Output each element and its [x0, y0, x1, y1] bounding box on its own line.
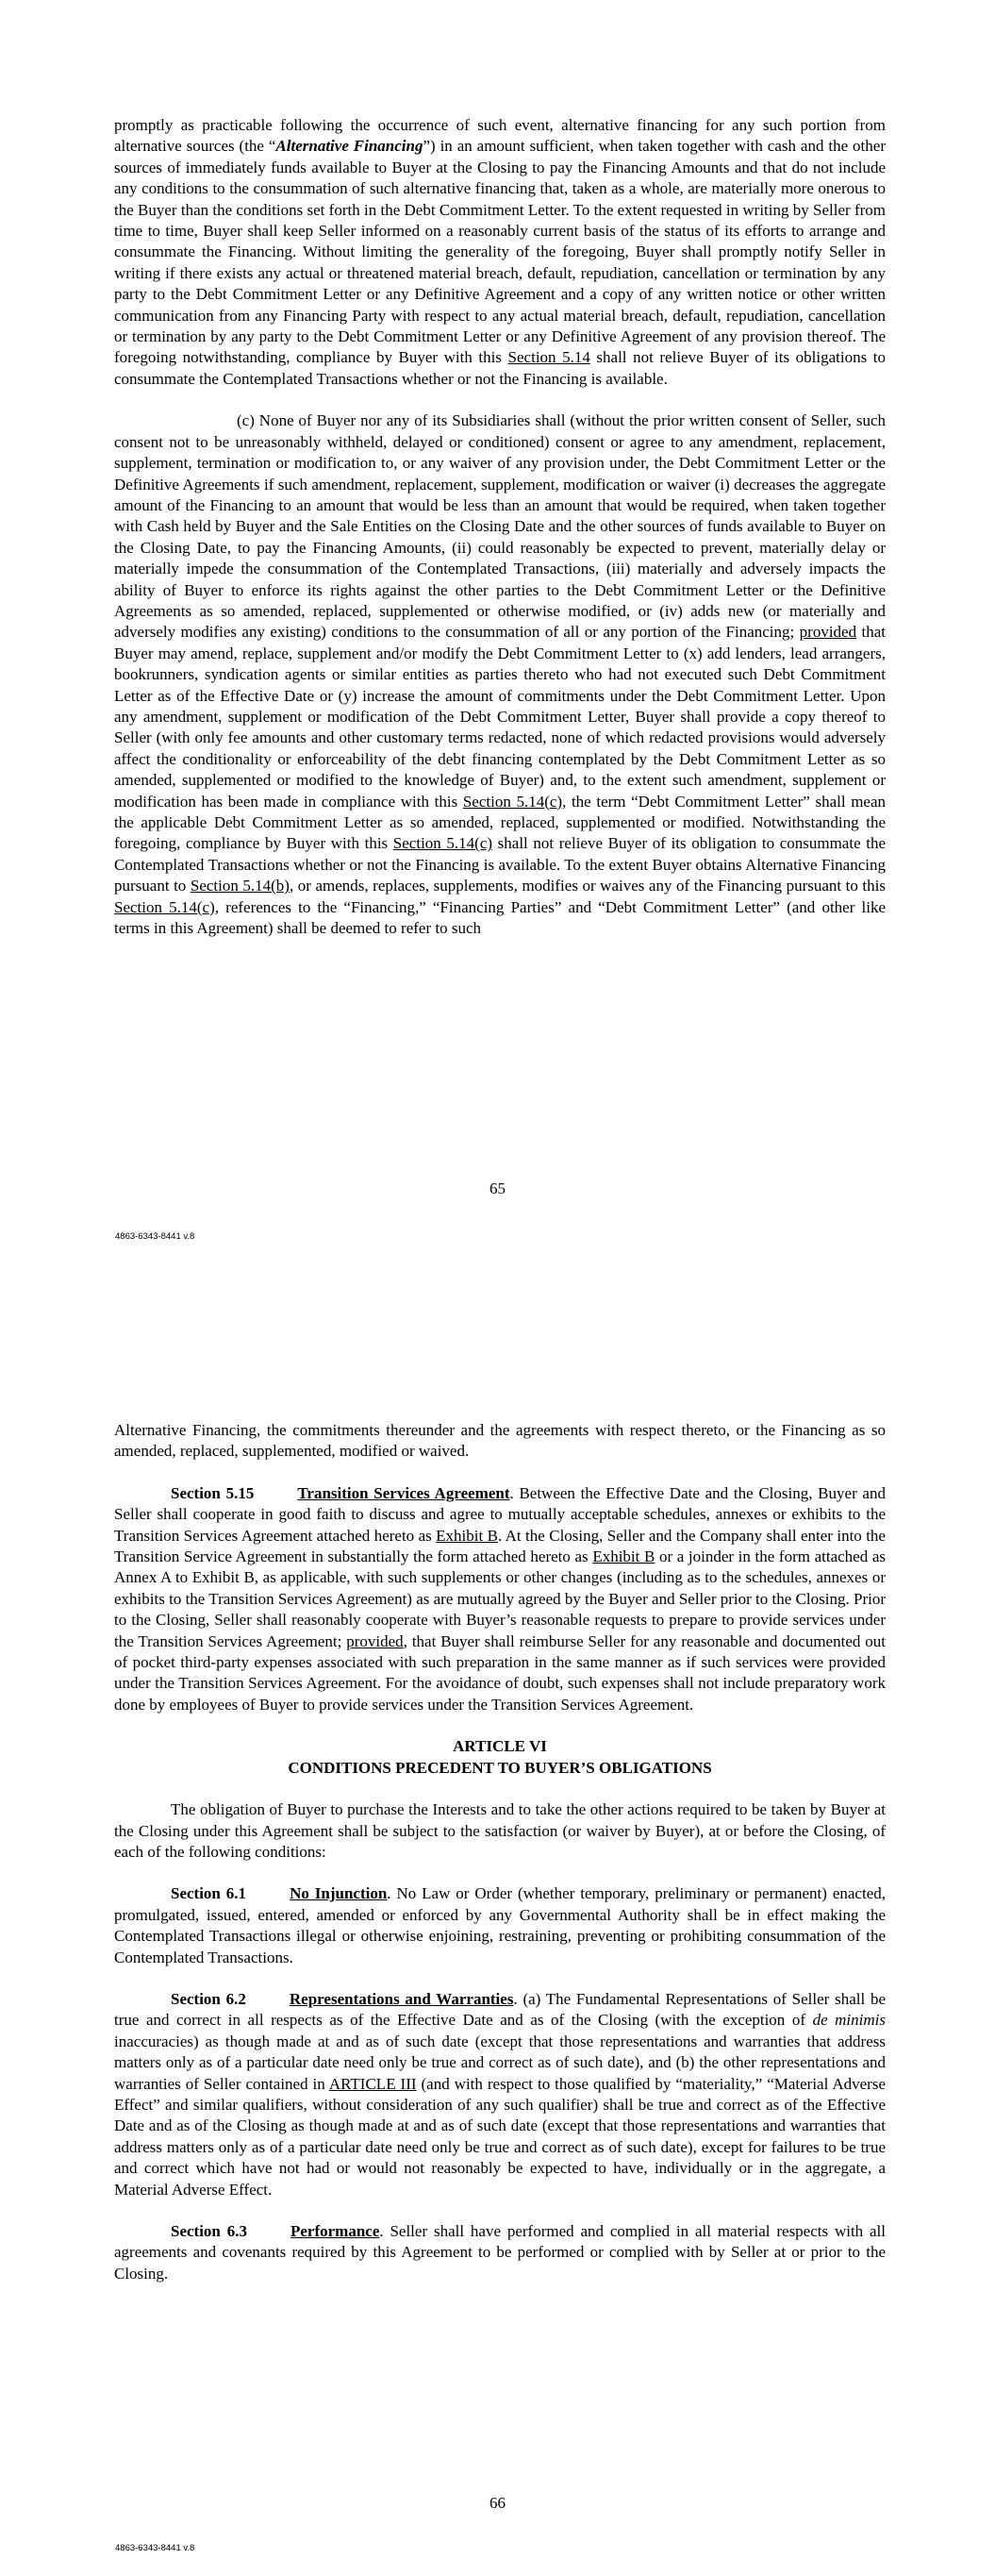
page-number: 65	[489, 1179, 506, 1197]
section-reference: Section 5.14(c)	[392, 834, 493, 853]
page-65-body	[114, 115, 886, 939]
section-number: Section 5.15	[171, 1483, 255, 1502]
article-intro: The obligation of Buyer to purchase the Interests and to take the other actions required to be taken by Buyer at the Closing under this Agreement shall be subject to the satisfaction (or waiver by Buyer), at or before the Closing, of each of the following conditions:	[114, 1800, 886, 1861]
section-6-2: Section 6.2 Representations and Warranties. (a) The Fundamental Representations of Seller shall be true and correct in all respects as of the Effective Date and as of the Closing (with the exception of de minimis inaccuracies) as though made at and as of such date (except that those representations and warranties that address matters only as of a particular date need only be true and correct as of such date), and (b) the other representations and warranties of Seller contained in ARTICLE III (and with respect to those qualified by “materiality,” “Material Adverse Effect” and similar qualifiers, without consideration of any such qualifier) shall be true and correct as of the Effective Date and as of the Closing as though made at and as of such date (except that those representations and warranties that address matters only as of a particular date need only be true and correct as of such date), except for failures to be true and correct which have not had or would not reasonably be expected to have, individually or in the aggregate, a Material Adverse Effect.	[114, 1989, 887, 2199]
section-number: Section 6.2	[171, 1989, 246, 2008]
section-5-15: Section 5.15 Transition Services Agreement. Between the Effective Date and the Closing, Buyer and Seller shall cooperate in good faith to discuss and agree to mutually acceptable schedules, annexes or exhibits to the Transition Services Agreement attached hereto as Exhibit B. At the Closing, Seller and the Company shall enter into the Transition Service Agreement in substantially the form attached hereto as Exhibit B or a joinder in the form attached as Annex A to Exhibit B, as applicable, with such supplements or other changes (including as to the schedules, annexes or exhibits to the Transition Services Agreement) as are mutually agreed by the Buyer and Seller prior to the Closing. Prior to the Closing, Seller shall reasonably cooperate with Buyer’s reasonable requests to prepare to provide services under the Transition Services Agreement; provided, that Buyer shall reimburse Seller for any reasonable and documented out of pocket third-party expenses associated with such preparation in the same manner as if such services were provided under the Transition Services Agreement. For the avoidance of doubt, such expenses shall not include preparatory work done by employees of Buyer to provide services under the Transition Services Agreement.	[114, 1483, 886, 1714]
page-number: 66	[489, 2494, 506, 2512]
provided-term: provided	[799, 623, 857, 642]
section-number: Section 6.1	[171, 1884, 247, 1903]
exhibit-reference: Exhibit B	[592, 1547, 655, 1566]
section-reference: Section 5.14(c)	[462, 792, 563, 811]
section-reference: Section 5.14	[507, 348, 590, 367]
section-number: Section 6.3	[171, 2222, 247, 2240]
section-title: No Injunction	[290, 1884, 388, 1903]
section-title: Performance	[290, 2222, 380, 2240]
provided-term: provided	[346, 1631, 404, 1650]
paragraph-continuation: Alternative Financing, the commitments thereunder and the agreements with respect thereto, or the Financing as so amended, replaced, supplemented, modified or waived.	[114, 1421, 886, 1461]
section-reference: Section 5.14(b)	[190, 877, 290, 895]
defined-term: Alternative Financing	[275, 137, 423, 156]
document-id: 4863-6343-8441 v.8	[115, 2543, 195, 2553]
section-title: Representations and Warranties	[289, 1989, 514, 2008]
article-title: CONDITIONS PRECEDENT TO BUYER’S OBLIGATIONS	[288, 1758, 712, 1777]
page-66-body	[114, 1420, 886, 2284]
paragraph-alternative-financing: promptly as practicable following the occurrence of such event, alternative financing for any such portion from alternative sources (the “Alternative Financing”) in an amount sufficient, when taken together with cash and the other sources of immediately funds available to Buyer at the Closing to pay the Financing Amounts and that do not include any conditions to the consummation of such alternative financing that, taken as a whole, are materially more onerous to the Buyer than the conditions set forth in the Debt Commitment Letter. To the extent requested in writing by Seller from time to time, Buyer shall keep Seller informed on a reasonably current basis of the status of its efforts to arrange and consummate the Financing. Without limiting the generality of the foregoing, Buyer shall promptly notify Seller in writing if there exists any actual or threatened material breach, default, repudiation, cancellation or termination by any party to the Debt Commitment Letter or any Definitive Agreement and a copy of any written notice or other written communication from any Financing Party with respect to any actual material breach, default, repudiation, cancellation or termination by any party to the Debt Commitment Letter or any Definitive Agreement of any provision thereof. The foregoing notwithstanding, compliance by Buyer with this Section 5.14 shall not relieve Buyer of its obligations to consummate the Contemplated Transactions whether or not the Financing is available.	[114, 116, 887, 388]
article-reference: ARTICLE III	[328, 2074, 417, 2093]
section-6-3: Section 6.3 Performance. Seller shall have performed and complied in all material respects with all agreements and covenants required by this Agreement to be performed or complied with by Seller at or prior to the Closing.	[114, 2222, 887, 2283]
section-title: Transition Services Agreement	[297, 1483, 510, 1502]
latin-term: de minimis	[812, 2011, 886, 2030]
section-6-1: Section 6.1 No Injunction. No Law or Order (whether temporary, preliminary or permanent) enacted, promulgated, issued, entered, amended or enforced by any Governmental Authority shall be in effect making the Contemplated Transactions illegal or otherwise enjoining, restraining, preventing or prohibiting consummation of the Contemplated Transactions.	[114, 1884, 886, 1966]
document-id: 4863-6343-8441 v.8	[115, 1231, 195, 1242]
section-reference: Section 5.14(c)	[114, 897, 215, 916]
document-page-66	[0, 1397, 995, 2576]
exhibit-reference: Exhibit B	[436, 1526, 498, 1545]
paragraph-5-14-c: (c) None of Buyer nor any of its Subsidiaries shall (without the prior written consent of Seller, such consent not to be unreasonably withheld, delayed or conditioned) consent or agree to any amendment, replacement, supplement, termination or modification to, or any waiver of any provision under, the Debt Commitment Letter or the Definitive Agreements if such amendment, replacement, supplement, modification or waiver (i) decreases the aggregate amount of the Financing to an amount that would be less than an amount that would be required, when taken together with Cash held by Buyer and the Sale Entities on the Closing Date and the other sources of funds available to Buyer on the Closing Date, to pay the Financing Amounts, (ii) could reasonably be expected to prevent, materially delay or materially impede the consummation of the Contemplated Transactions, (iii) materially and adversely impacts the ability of Buyer to enforce its rights against the other parties to the Debt Commitment Letter or the Definitive Agreements as so amended, replaced, supplemented or otherwise modified, or (iv) adds new (or materially and adversely modifies any existing) conditions to the consummation of all or any portion of the Financing; provided that Buyer may amend, replace, supplement and/or modify the Debt Commitment Letter to (x) add lenders, lead arrangers, bookrunners, syndication agents or similar entities as parties thereto who had not executed such Debt Commitment Letter as of the Effective Date or (y) increase the amount of commitments under the Debt Commitment Letter. Upon any amendment, supplement or modification of the Debt Commitment Letter, Buyer shall provide a copy thereof to Seller (with only fee amounts and other customary terms redacted, none of which redacted provisions would adversely affect the conditionality or enforceability of the debt financing contemplated by the Debt Commitment Letter as so amended, supplemented or modified to the knowledge of Buyer) and, to the extent such amendment, supplement or modification has been made in compliance with this Section 5.14(c), the term “Debt Commitment Letter” shall mean the applicable Debt Commitment Letter as so amended, replaced, supplemented or modified. Notwithstanding the foregoing, compliance by Buyer with this Section 5.14(c) shall not relieve Buyer of its obligation to consummate the Contemplated Transactions whether or not the Financing is available. To the extent Buyer obtains Alternative Financing pursuant to Section 5.14(b), or amends, replaces, supplements, modifies or waives any of the Financing pursuant to this Section 5.14(c), references to the “Financing,” “Financing Parties” and “Debt Commitment Letter” (and other like terms in this Agreement) shall be deemed to refer to such	[114, 411, 887, 938]
article-number: ARTICLE VI	[453, 1737, 547, 1756]
